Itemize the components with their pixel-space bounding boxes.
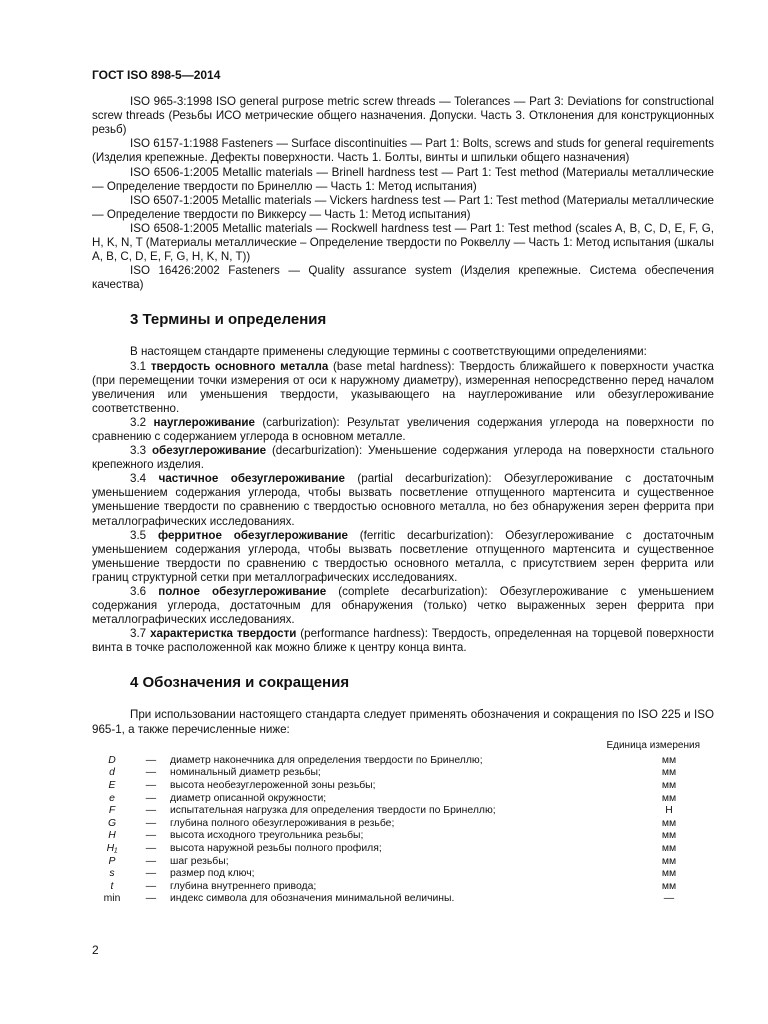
references-list	[92, 95, 714, 292]
dash-cell: —	[145, 855, 157, 867]
description-cell: глубина внутреннего привода;	[170, 880, 317, 892]
description-cell: глубина полного обезуглероживания в резьбе;	[170, 817, 395, 829]
description-cell: диаметр описанной окружности;	[170, 792, 327, 804]
term-definition: (partial decarburization): Обезуглероживание с достаточным уменьшением содержания углерода, чтобы вызвать посветление отпущенного мартенсита и существенное уменьшение твердости по сравнению с твердостью основного металла, но без обнаружения зерен феррита при металлографических исследованиях.	[92, 472, 714, 528]
terms-list	[92, 345, 714, 655]
unit-cell: Н	[665, 805, 673, 817]
description-cell: номинальный диаметр резьбы;	[170, 767, 321, 779]
term-item	[92, 585, 714, 627]
description-cell: индекс символа для обозначения минимальной величины.	[170, 893, 455, 905]
term-name: твердость основного металла	[150, 359, 329, 373]
dash-cell: —	[145, 868, 157, 880]
unit-cell: мм	[661, 792, 677, 804]
dash-cell: —	[145, 842, 157, 854]
table-row	[92, 830, 714, 843]
table-row	[92, 881, 714, 894]
reference-item: ISO 6506-1:2005 Metallic materials — Brinell hardness test — Part 1: Test method (Материалы металлические — Определение твердости по Бринеллю — Часть 1: Метод испытания)	[92, 165, 714, 193]
table-row	[92, 843, 714, 856]
page-number: 2	[92, 943, 99, 957]
table-row	[92, 767, 714, 780]
symbols-table	[92, 755, 714, 906]
document-page	[92, 68, 714, 906]
symbol-cell: G	[107, 817, 117, 829]
reference-item: ISO 6508-1:2005 Metallic materials — Rockwell hardness test — Part 1: Test method (scales A, B, C, D, E, F, G, H, K, N, T (Материалы металлические – Определение твердости по Роквеллу — Часть 1: Метод испытания (шкалы A, B, C, D, E, F, G, H, K, N, T))	[92, 221, 714, 264]
unit-cell: мм	[661, 868, 677, 880]
term-definition: (complete decarburization): Обезуглероживание с уменьшением содержания углерода, достаточным для обнаружения (только) четко выраженных зерен феррита при металлографических исследованиях.	[92, 585, 714, 627]
term-number: 3.3	[130, 444, 147, 458]
unit-column-header: Единица измерения	[606, 739, 700, 751]
term-item	[92, 627, 714, 655]
term-number: 3.2	[130, 415, 147, 429]
symbol-cell: d	[109, 767, 115, 779]
term-definition: (base metal hardness): Твердость ближайшего к поверхности участка (при перемещении точки измерения от оси к наружному диаметру), измеренная непосредственно перед началом увеличения или уменьшения твердости, указывающего на науглероживание или обезуглероживание соответственно.	[92, 359, 714, 415]
symbol-cell: e	[109, 792, 115, 804]
dash-cell: —	[145, 754, 157, 766]
term-item	[92, 529, 714, 585]
dash-cell: —	[145, 779, 157, 791]
term-number: 3.1	[130, 359, 147, 373]
symbol-cell: H₁	[106, 842, 118, 854]
term-definition: (decarburization): Уменьшение содержания углерода на поверхности стального крепежного изделия.	[92, 444, 714, 472]
term-name: частичное обезуглероживание	[158, 472, 345, 486]
term-number: 3.5	[130, 528, 147, 542]
reference-item: ISO 6157-1:1988 Fasteners — Surface discontinuities — Part 1: Bolts, screws and studs for general requirements (Изделия крепежные. Дефекты поверхности. Часть 1. Болты, винты и шпильки общего назначения)	[92, 137, 714, 165]
section-4-title: 4 Обозначения и сокращения	[130, 674, 350, 692]
table-row	[92, 755, 714, 768]
symbol-cell: s	[109, 868, 115, 880]
table-row	[92, 805, 714, 818]
term-name: обезуглероживание	[151, 444, 267, 458]
term-definition: (performance hardness): Твердость, определенная на торцевой поверхности винта в точке расположенной как можно ближе к центру конца винта.	[92, 627, 714, 655]
symbol-cell: F	[108, 805, 116, 817]
table-row	[92, 868, 714, 881]
section-3-intro: В настоящем стандарте применены следующие термины с соответствующими определениями:	[130, 345, 647, 359]
description-cell: диаметр наконечника для определения твердости по Бринеллю;	[170, 754, 483, 766]
dash-cell: —	[145, 893, 157, 905]
term-number: 3.7	[130, 627, 147, 641]
term-item	[92, 360, 714, 416]
table-row	[92, 893, 714, 906]
unit-cell: мм	[661, 767, 677, 779]
document-header: ГОСТ ISO 898-5—2014	[92, 68, 221, 82]
unit-cell: мм	[661, 842, 677, 854]
table-row	[92, 856, 714, 869]
section-4-intro: При использовании настоящего стандарта следует применять обозначения и сокращения по ISO 225 и ISO 965-1, а также перечисленные ниже:	[92, 708, 714, 736]
table-row	[92, 818, 714, 831]
reference-item: ISO 965-3:1998 ISO general purpose metric screw threads — Tolerances — Part 3: Deviations for constructional screw threads (Резьбы ИСО метрические общего назначения. Допуски. Часть 3. Отклонения для конструкционных резьб)	[92, 95, 714, 137]
dash-cell: —	[145, 817, 157, 829]
section-3-title: 3 Термины и определения	[130, 311, 327, 329]
reference-item: ISO 6507-1:2005 Metallic materials — Vickers hardness test — Part 1: Test method (Материалы металлические — Определение твердости по Виккерсу — Часть 1: Метод испытания)	[92, 193, 714, 221]
unit-cell: мм	[661, 830, 677, 842]
description-cell: высота исходного треугольника резьбы;	[170, 830, 364, 842]
reference-item: ISO 16426:2002 Fasteners — Quality assurance system (Изделия крепежные. Система обеспечения качества)	[92, 264, 714, 292]
unit-cell: мм	[661, 817, 677, 829]
symbol-cell: D	[108, 754, 116, 766]
symbol-cell: E	[108, 779, 116, 791]
term-number: 3.6	[130, 585, 147, 598]
description-cell: размер под ключ;	[170, 868, 255, 880]
symbol-cell: H	[108, 830, 116, 842]
dash-cell: —	[145, 767, 157, 779]
description-cell: шаг резьбы;	[170, 855, 229, 867]
dash-cell: —	[145, 880, 157, 892]
description-cell: высота наружной резьбы полного профиля;	[170, 842, 382, 854]
unit-cell: мм	[661, 754, 677, 766]
unit-cell: мм	[661, 880, 677, 892]
term-name: науглероживание	[153, 415, 255, 429]
unit-cell: мм	[661, 779, 677, 791]
term-item	[92, 472, 714, 528]
term-definition: (carburization): Результат увеличения содержания углерода на поверхности по сравнению с содержанием углерода в основном металле.	[92, 415, 714, 443]
term-definition: (ferritic decarburization): Обезуглероживание с достаточным уменьшением содержания углерода, чтобы вызвать посветление отпущенного мартенсита и существенное уменьшение твердости по сравнению с твердостью основного металла, с присутствием зерен феррита или границ структурной сетки при металлографических исследованиях.	[92, 528, 714, 584]
dash-cell: —	[145, 792, 157, 804]
term-name: ферритное обезуглероживание	[157, 528, 348, 542]
table-row	[92, 780, 714, 793]
table-row	[92, 793, 714, 806]
term-item	[92, 444, 714, 472]
symbol-cell: min	[103, 893, 121, 905]
unit-cell: мм	[661, 855, 677, 867]
description-cell: высота необезуглероженной зоны резьбы;	[170, 779, 376, 791]
symbol-cell: P	[108, 855, 116, 867]
term-item	[92, 416, 714, 444]
dash-cell: —	[145, 830, 157, 842]
term-name: полное обезуглероживание	[158, 585, 327, 598]
term-name: характеристка твердости	[150, 627, 297, 641]
term-number: 3.4	[130, 472, 147, 486]
dash-cell: —	[145, 805, 157, 817]
description-cell: испытательная нагрузка для определения твердости по Бринеллю;	[170, 805, 496, 817]
symbol-cell: t	[110, 880, 114, 892]
unit-cell: —	[663, 893, 675, 905]
